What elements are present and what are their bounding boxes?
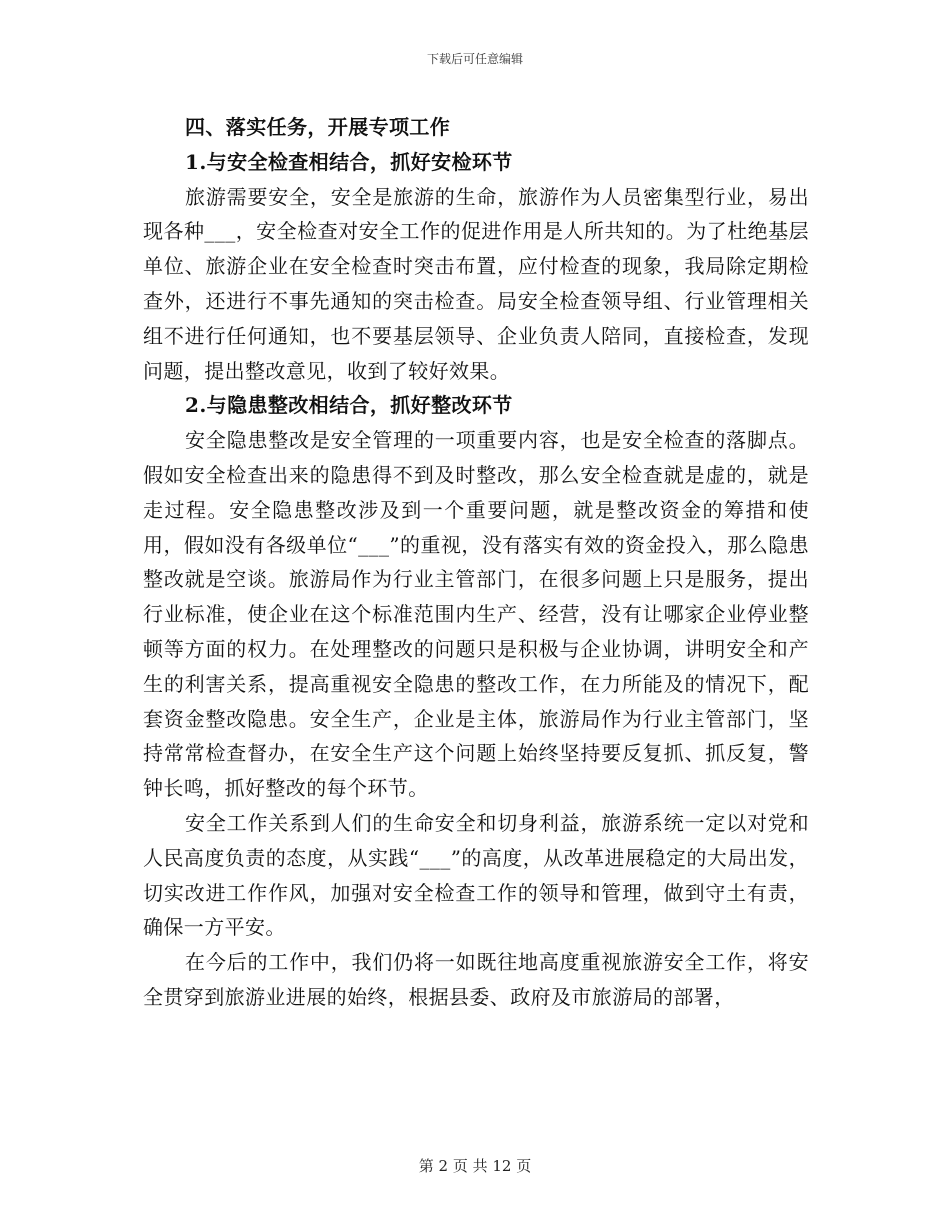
page-number: 第 2 页 共 12 页: [418, 1157, 532, 1175]
subsection-1-title: 1.与安全检查相结合，抓好安检环节: [185, 149, 513, 174]
paragraph-1: 旅游需要安全，安全是旅游的生命，旅游作为人员密集型行业，易出现各种___，安全检查对安全工作的促进作用是人所共知的。为了杜绝基层单位、旅游企业在安全检查时突击布置，应付检查的现象，我局除定期检查外，还进行不事先通知的突击检查。局安全检查领导组、行业管理相关组不进行任何通知，也不要基层领导、企业负责人陪同，直接检查，发现问题，提出整改意见，收到了较好效果。: [143, 184, 809, 383]
section-title: 四、落实任务，开展专项工作: [185, 115, 451, 139]
paragraph-2: 安全隐患整改是安全管理的一项重要内容，也是安全检查的落脚点。假如安全检查出来的隐患得不到及时整改，那么安全检查就是虚的，就是走过程。安全隐患整改涉及到一个重要问题，就是整改资金的筹措和使用，假如没有各级单位“___”的重视，没有落实有效的资金投入，那么隐患整改就是空谈。旅游局作为行业主管部门，在很多问题上只是服务，提出行业标准，使企业在这个标准范围内生产、经营，没有让哪家企业停业整顿等方面的权力。在处理整改的问题只是积极与企业协调，讲明安全和产生的利害关系，提高重视安全隐患的整改工作，在力所能及的情况下，配套资金整改隐患。安全生产，企业是主体，旅游局作为行业主管部门，坚持常常检查督办，在安全生产这个问题上始终坚持要反复抓、抓反复，警钟长鸣，抓好整改的每个环节。: [143, 428, 809, 801]
page-header: 下载后可任意编辑: [426, 52, 523, 66]
document-body: [143, 110, 809, 1015]
subsection-2-title: 2.与隐患整改相结合，抓好整改环节: [185, 393, 513, 418]
paragraph-4: 在今后的工作中，我们仍将一如既往地高度重视旅游安全工作，将安全贯穿到旅游业进展的始终，根据县委、政府及市旅游局的部署，: [143, 950, 809, 1009]
paragraph-3: 安全工作关系到人们的生命安全和切身利益，旅游系统一定以对党和人民高度负责的态度，从实践“___”的高度，从改革进展稳定的大局出发，切实改进工作作风，加强对安全检查工作的领导和管理，做到守土有责，确保一方平安。: [143, 810, 809, 940]
